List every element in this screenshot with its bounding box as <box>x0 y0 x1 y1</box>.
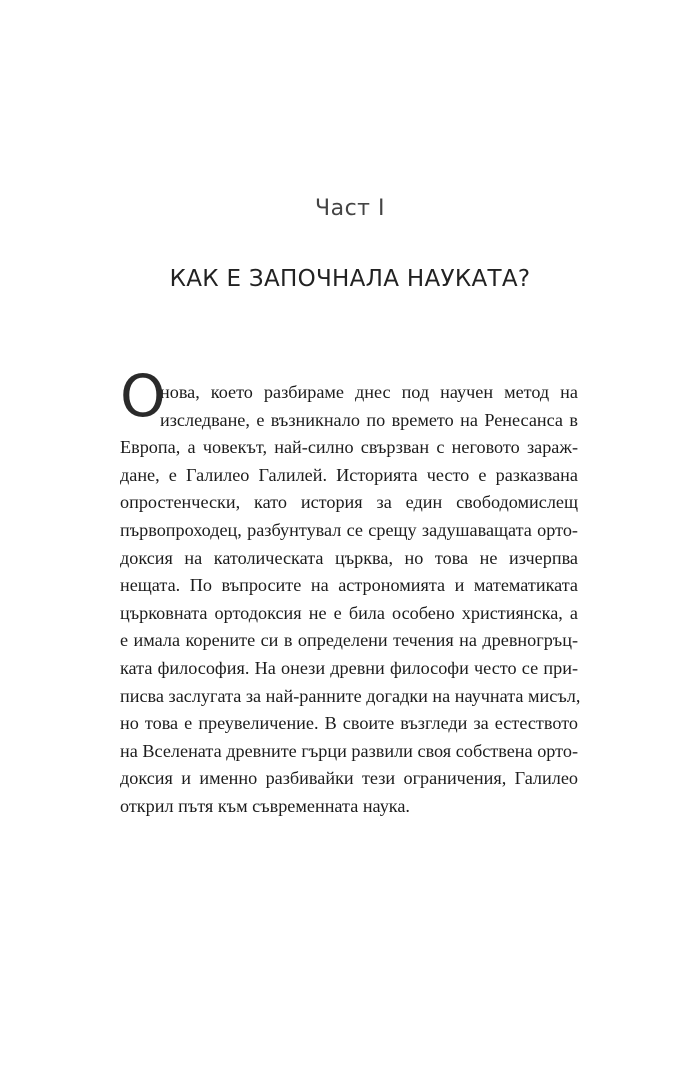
drop-cap: О <box>120 362 166 430</box>
part-label: Част I <box>315 196 385 221</box>
paragraph-line: Европа, а човекът, най-силно свързван с неговото зарaж- <box>120 437 578 458</box>
paragraph-line: писва заслугата за най-ранните догадки на научната мисъл, <box>120 685 581 706</box>
paragraph-line: доксия на католическата църква, но това не изчерпва <box>120 547 578 568</box>
paragraph-line: църковната ортодоксия не е била особено християнска, а <box>120 602 578 623</box>
paragraph-line: на Вселената древните гърци развили своя собствена орто- <box>120 740 578 761</box>
paragraph-line: доксия и именно разбивайки тези ограничения, Галилео <box>120 768 578 789</box>
paragraph-line: опростенчески, като история за един свободомислещ <box>120 492 578 513</box>
paragraph-line: изследване, е възникнало по времето на Ренесанса в <box>160 409 578 430</box>
paragraph-line: но това е преувеличение. В своите възгледи за естеството <box>120 713 578 734</box>
line-text: нова, което разбираме днес под научен метод на <box>160 382 578 402</box>
paragraph-line: е имала корените си в определени течения на древногръц- <box>120 630 578 651</box>
paragraph-line: открил пътя към съвременната наука. <box>120 795 410 816</box>
chapter-title: КАК Е ЗАПОЧНАЛА НАУКАТА? <box>169 266 531 292</box>
paragraph-line: ката философия. На онези древни философи често се при- <box>120 657 578 678</box>
paragraph-line: дане, е Галилео Галилей. Историята често е разказвана <box>120 464 578 485</box>
paragraph-line: нещата. По въпросите на астрономията и математиката <box>120 575 578 596</box>
paragraph-line: първопроходец, разбунтувал се срещу задушаващата орто- <box>120 519 578 540</box>
body-paragraph <box>120 362 581 821</box>
